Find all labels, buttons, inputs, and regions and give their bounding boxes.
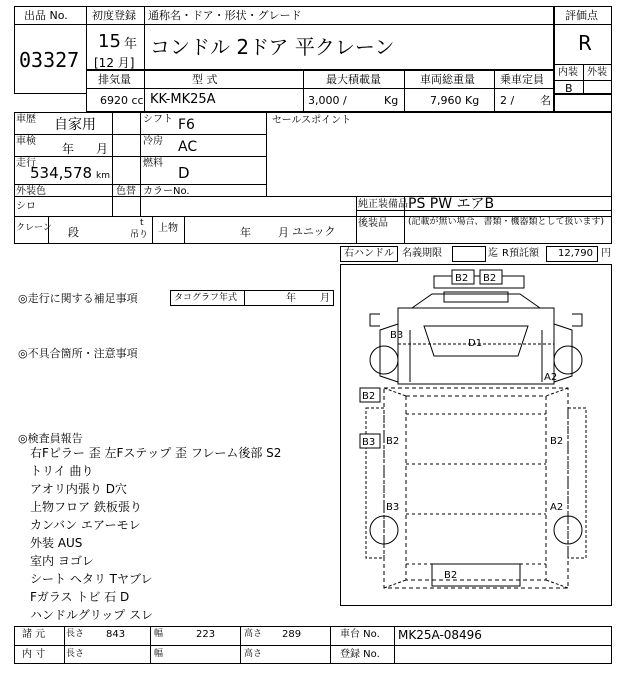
inspection-year: 年	[62, 142, 75, 156]
upper-year: 年	[240, 226, 251, 239]
inspector-line: シート ヘタリ Tヤブレ	[30, 572, 153, 586]
upper-month: 月	[278, 226, 289, 239]
mark-b2-bed-right: B2	[550, 436, 564, 447]
inspector-line: 上物フロア 鉄板張り	[30, 500, 142, 514]
color-change-label: 色替	[116, 186, 136, 197]
grade-value: R	[578, 31, 592, 55]
aftermarket-label: 後装品	[358, 218, 388, 229]
truck-diagram	[340, 264, 612, 606]
crane-ton: t	[140, 218, 144, 228]
tachograph-month: 月	[320, 293, 330, 304]
mark-b2-top-left: B2	[455, 273, 469, 284]
gross-label: 車両総重量	[420, 73, 475, 86]
steering-value: 右ハンドル	[344, 248, 394, 259]
interior-dims-label: 内 寸	[22, 649, 46, 660]
inspector-title: ◎検査員報告	[18, 432, 83, 445]
recycle-value: 12,790	[558, 248, 593, 259]
inspector-line: ハンドルグリップ スレ	[30, 608, 154, 622]
disp-value: 6920 cc	[100, 94, 144, 107]
inspection-label: 車検	[16, 136, 36, 147]
owner-change-label: 名義期限	[402, 248, 442, 259]
model-name: コンドル 2ドア 平クレーン	[150, 35, 395, 59]
reg-month: [12 月]	[94, 56, 135, 70]
seats-label: 乗車定員	[500, 73, 544, 86]
disp-label: 排気量	[98, 73, 131, 86]
ext-color-label: 外装色	[16, 186, 46, 197]
recycle-label: R預託額	[502, 248, 539, 259]
gross-value: 7,960 Kg	[430, 94, 480, 107]
sales-point-label: セールスポイント	[272, 115, 352, 126]
shift-value: F6	[178, 117, 195, 133]
reg-label: 初度登録	[92, 9, 136, 22]
reg-year-unit: 年	[124, 37, 138, 52]
crane-stage: 段	[68, 226, 79, 239]
interior-grade: B	[565, 82, 573, 95]
driving-notes-title: ◎走行に関する補足事項	[18, 292, 138, 305]
inspector-line: トリイ 曲り	[30, 464, 94, 478]
length-value: 843	[106, 629, 126, 640]
inspector-line: 外装 AUS	[30, 536, 83, 550]
name-label: 通称名・ドア・形状・グレード	[148, 9, 302, 22]
upper-maker: ユニック	[292, 225, 336, 238]
mark-b2-rear-bumper: B2	[444, 570, 458, 581]
mileage-label: 走行	[16, 158, 36, 169]
exterior-label: 外装	[587, 67, 607, 78]
recycle-unit: 円	[601, 248, 611, 259]
interior-label: 内装	[558, 67, 578, 78]
fuel-label: 燃料	[143, 158, 163, 169]
defects-title: ◎不具合箇所・注意事項	[18, 347, 138, 360]
aftermarket-note: (記載が無い場合、書類・機器類として扱います)	[408, 217, 605, 227]
tachograph-year: 年	[286, 293, 296, 304]
registration-label: 登録 No.	[340, 649, 380, 660]
color-no-label: カラーNo.	[143, 186, 190, 197]
ac-value: AC	[178, 139, 198, 155]
model-label: 型 式	[192, 73, 218, 86]
width-value: 223	[196, 629, 216, 640]
lot-label: 出品 No.	[24, 9, 68, 22]
history-label: 車歴	[16, 114, 36, 125]
mark-b2-top-right: B2	[483, 273, 497, 284]
mark-a2-rear-right: A2	[550, 502, 564, 513]
chassis-label: 車台 No.	[340, 629, 380, 640]
capacity-value: 3,000 /	[308, 94, 347, 107]
in-length-label: 長さ	[66, 649, 85, 659]
in-width-label: 幅	[154, 649, 164, 659]
capacity-label: 最大積載量	[326, 73, 381, 86]
model-value: KK-MK25A	[150, 92, 216, 107]
inspector-line: 室内 ヨゴレ	[30, 554, 94, 568]
mark-b3-left: B3	[362, 437, 376, 448]
mark-b2-left-gate: B2	[362, 391, 376, 402]
seats-value: 2 /	[500, 94, 515, 107]
inspector-line: カンバン エアーモレ	[30, 518, 141, 532]
height-label: 高さ	[244, 629, 263, 639]
mark-b2-bed-left: B2	[386, 436, 400, 447]
owner-change-mark: 迄	[488, 248, 498, 259]
mark-a2-front-right: A2	[544, 372, 558, 383]
lot-number: 03327	[19, 48, 80, 72]
seats-unit: 名	[540, 94, 551, 107]
equipment-label: 純正装備品	[358, 199, 408, 210]
reg-year: 15	[98, 31, 121, 52]
ac-label: 冷房	[143, 136, 163, 147]
mark-b3-cab-left: B3	[390, 330, 404, 341]
inspector-line: 右Fピラー 歪 左Fステップ 歪 フレーム後部 S2	[30, 446, 282, 460]
length-label: 長さ	[66, 629, 85, 639]
chassis-value: MK25A-08496	[398, 628, 482, 642]
crane-lift: 吊り	[130, 230, 149, 240]
ext-color-value: シロ	[16, 201, 36, 212]
inspector-line: アオリ内張り D穴	[30, 482, 127, 496]
dims-label: 諸 元	[22, 629, 46, 640]
crane-label: クレーン	[16, 223, 52, 233]
mileage-unit: km	[96, 171, 110, 181]
shift-label: シフト	[143, 114, 173, 125]
width-label: 幅	[154, 629, 164, 639]
height-value: 289	[282, 629, 302, 640]
mark-d1-windshield: D1	[468, 338, 483, 349]
equipment-value: PS PW エアB	[408, 196, 495, 212]
capacity-unit: Kg	[384, 94, 399, 107]
in-height-label: 高さ	[244, 649, 263, 659]
tachograph-label: タコグラフ年式	[174, 293, 238, 303]
mark-b3-rear-left: B3	[386, 502, 400, 513]
mileage-value: 534,578	[30, 164, 93, 182]
fuel-value: D	[178, 164, 190, 182]
grade-label: 評価点	[565, 9, 598, 22]
history-value: 自家用	[54, 117, 96, 133]
inspector-line: Fガラス トビ 石 D	[30, 590, 130, 604]
upper-label: 上物	[158, 223, 178, 234]
inspection-month: 月	[96, 142, 109, 156]
